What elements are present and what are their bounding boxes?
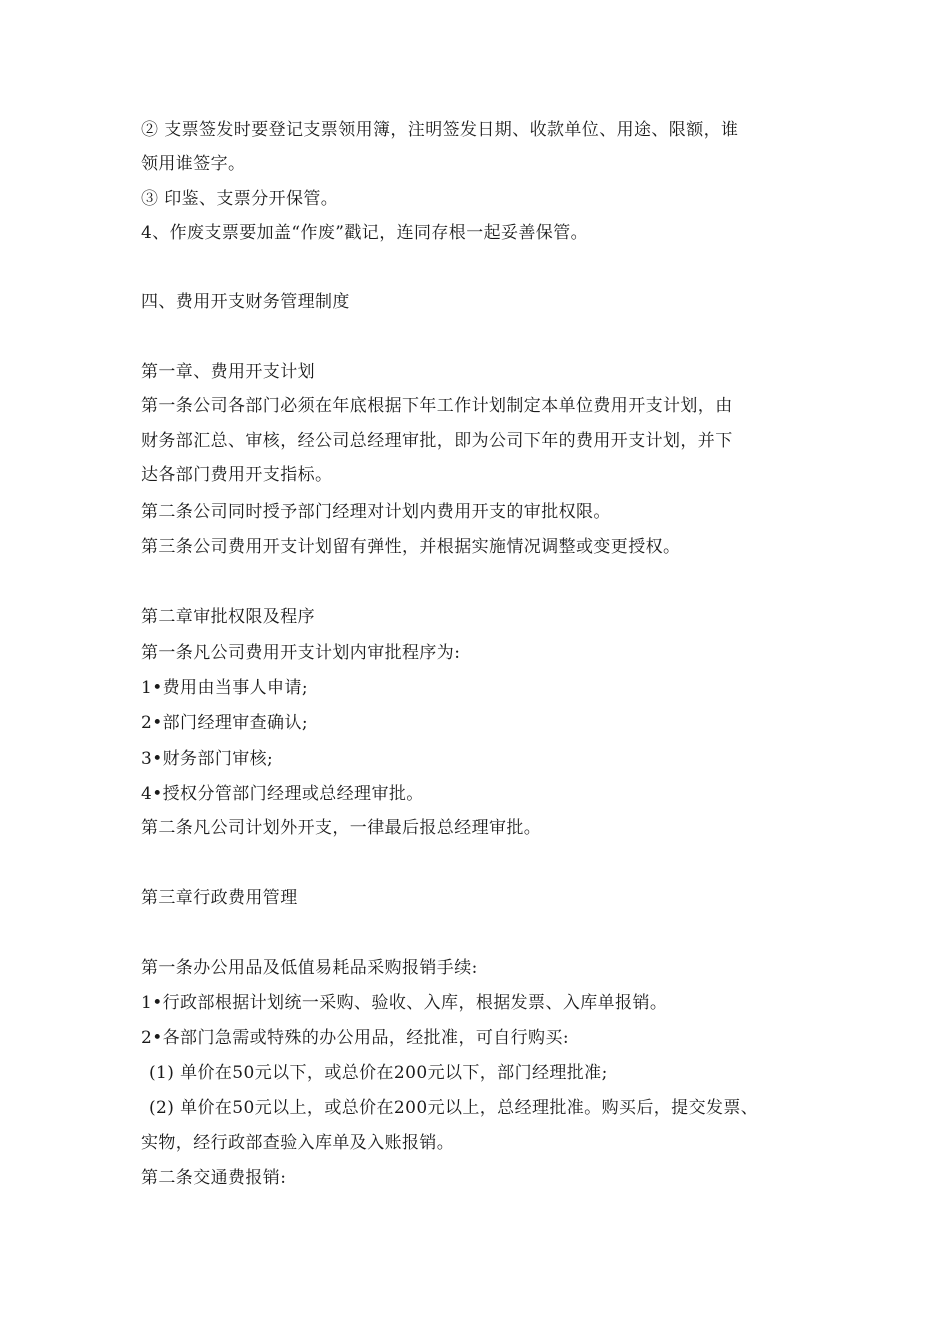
paragraph-line: ③ 印鉴、支票分开保管。 bbox=[141, 189, 339, 209]
paragraph-line: 第二条交通费报销: bbox=[141, 1168, 287, 1188]
paragraph-line: 达各部门费用开支指标。 bbox=[141, 465, 333, 485]
paragraph-line: 第三条公司费用开支计划留有弹性，并根据实施情况调整或变更授权。 bbox=[141, 537, 681, 557]
list-item: 2•各部门急需或特殊的办公用品，经批准，可自行购买: bbox=[141, 1028, 569, 1048]
paragraph-line: 第二条凡公司计划外开支，一律最后报总经理审批。 bbox=[141, 818, 542, 838]
paragraph-line: 第一条公司各部门必须在年底根据下年工作计划制定本单位费用开支计划，由 bbox=[141, 396, 733, 416]
paragraph-line: 领用谁签字。 bbox=[141, 154, 246, 174]
paragraph-line: 第一条办公用品及低值易耗品采购报销手续: bbox=[141, 958, 478, 978]
list-item: 4•授权分管部门经理或总经理审批。 bbox=[141, 784, 424, 804]
sub-list-item: (1) 单价在50元以下，或总价在200元以下，部门经理批准; bbox=[149, 1063, 608, 1083]
list-item: 3•财务部门审核; bbox=[141, 749, 274, 769]
list-item: 1•费用由当事人申请; bbox=[141, 678, 308, 698]
list-item: 1•行政部根据计划统一采购、验收、入库，根据发票、入库单报销。 bbox=[141, 993, 668, 1013]
list-item: 2•部门经理审查确认; bbox=[141, 713, 308, 733]
paragraph-line: ② 支票签发时要登记支票领用簿，注明签发日期、收款单位、用途、限额，谁 bbox=[141, 120, 739, 140]
chapter-heading: 第二章审批权限及程序 bbox=[141, 607, 315, 627]
paragraph-line: 实物，经行政部查验入库单及入账报销。 bbox=[141, 1133, 455, 1153]
sub-list-item: (2) 单价在50元以上，或总价在200元以上，总经理批准。购买后，提交发票、 bbox=[149, 1098, 759, 1118]
paragraph-line: 财务部汇总、审核，经公司总经理审批，即为公司下年的费用开支计划，并下 bbox=[141, 431, 733, 451]
paragraph-line: 第一条凡公司费用开支计划内审批程序为: bbox=[141, 643, 461, 663]
paragraph-line: 第二条公司同时授予部门经理对计划内费用开支的审批权限。 bbox=[141, 502, 611, 522]
chapter-heading: 第一章、费用开支计划 bbox=[141, 362, 315, 382]
chapter-heading: 第三章行政费用管理 bbox=[141, 888, 298, 908]
paragraph-line: 4、作废支票要加盖“作废”戳记，连同存根一起妥善保管。 bbox=[141, 223, 588, 243]
section-heading: 四、费用开支财务管理制度 bbox=[141, 292, 350, 312]
